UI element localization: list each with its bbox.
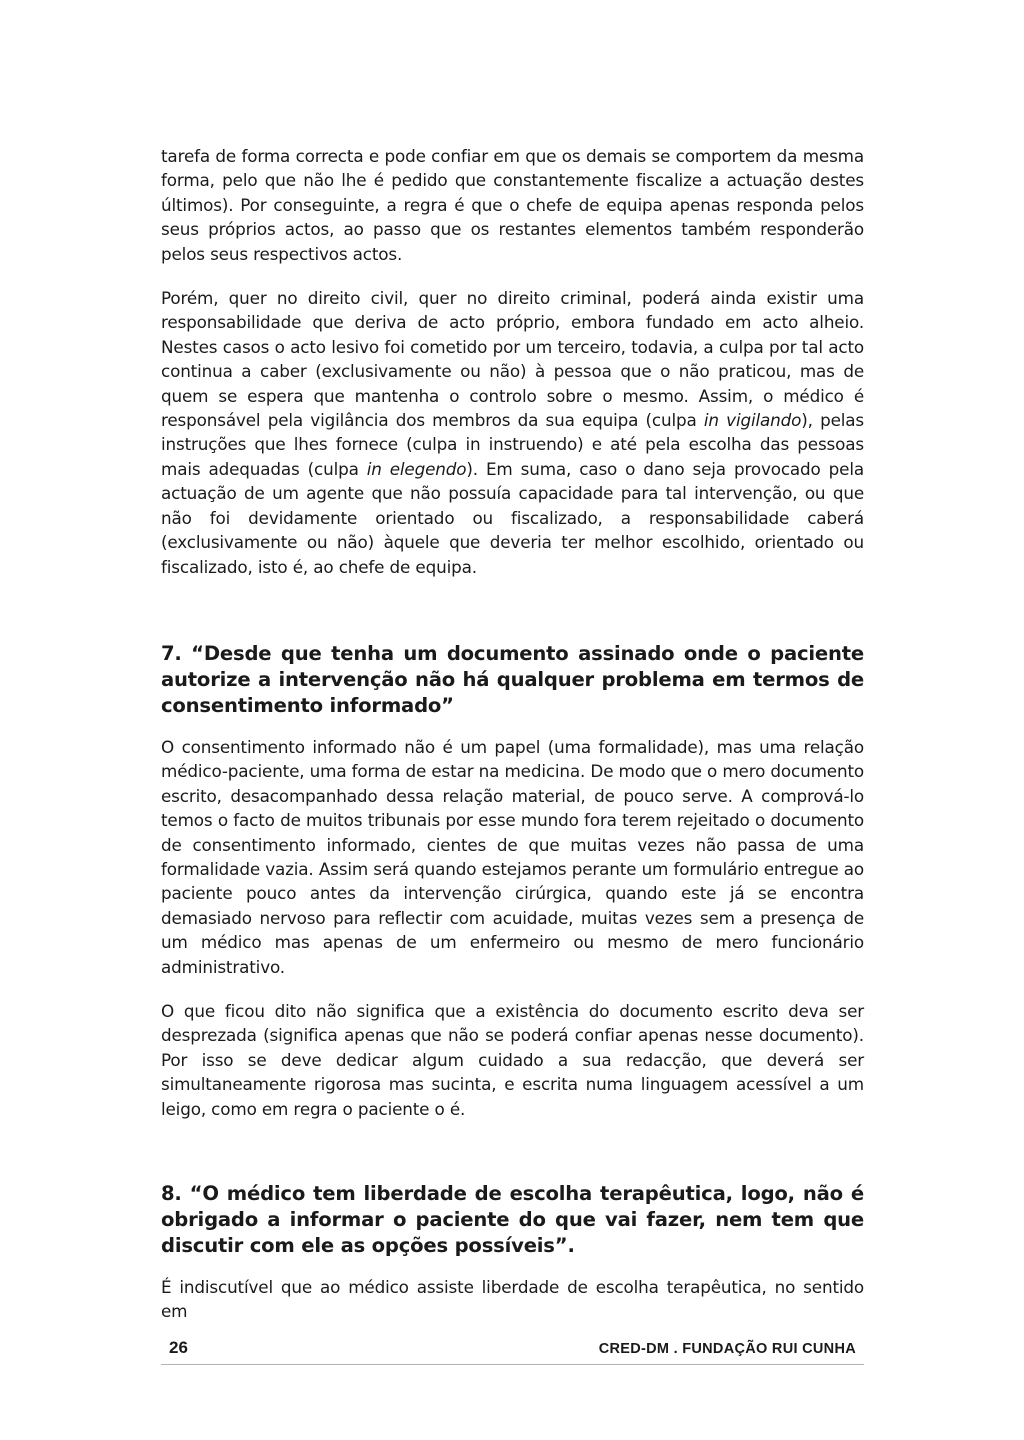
paragraph-team-responsibility: tarefa de forma correcta e pode confiar em que os demais se comportem da mesma forma, pelo que não lhe é pedido que constantemente fiscalize a actuação destes últimos). Por conseguinte, a regra é que o chefe de equipa apenas responda pelos seus próprios actos, ao passo que os restantes elementos também responderão pelos seus respectivos actos. — [161, 146, 864, 264]
page-number: 26 — [169, 1338, 188, 1357]
section-7-paragraph-2: O que ficou dito não significa que a existência do documento escrito deva ser desprezada (significa apenas que não se poderá confiar apenas nesse documento). Por isso se deve dedicar algum cuidado a sua redacção, que deverá ser simultaneamente rigorosa mas sucinta, e escrita numa linguagem acessível a um leigo, como em regra o paciente o é. — [161, 1000, 864, 1119]
paragraph-culpa — [161, 286, 864, 579]
term-in-vigilando: in vigilando — [703, 410, 802, 431]
page-footer — [161, 1338, 864, 1365]
section-8-paragraph-1: É indiscutível que ao médico assiste liberdade de escolha terapêutica, no sentido em — [161, 1277, 864, 1322]
paragraph-culpa-part-3: ). Em suma, caso o dano seja provocado pela actuação de um agente que não possuía capacidade para tal intervenção, ou que não foi devidamente orientado ou fiscalizado, a responsabilidade caberá (exclusivamente ou não) àquele que deveria ter melhor escolhido, orientado ou fiscalizado, isto é, ao chefe de equipa. — [161, 458, 865, 577]
section-7-heading: 7. “Desde que tenha um documento assinado onde o paciente autorize a intervenção não há qualquer problema em termos de consentimento informado” — [161, 641, 864, 717]
paragraph-culpa-part-2: ), pelas instruções que lhes fornece (culpa in instruendo) e até pela escolha das pessoas mais adequadas (culpa — [161, 410, 864, 479]
section-7-paragraph-1: O consentimento informado não é um papel (uma formalidade), mas uma relação médico-paciente, uma forma de estar na medicina. De modo que o mero documento escrito, desacompanhado dessa relação material, de pouco serve. A comprová-lo temos o facto de muitos tribunais por esse mundo fora terem rejeitado o documento de consentimento informado, cientes de que muitas vezes não passa de uma formalidade vazia. Assim será quando estejamos perante um formulário entregue ao paciente pouco antes da intervenção cirúrgica, quando este já se encontra demasiado nervoso para reflectir com acuidade, muitas vezes sem a presença de um médico mas apenas de um enfermeiro ou mesmo de mero funcionário administrativo. — [161, 736, 864, 977]
paragraph-culpa-part-1: Porém, quer no direito civil, quer no direito criminal, poderá ainda existir uma responsabilidade que deriva de acto próprio, embora fundado em acto alheio. Nestes casos o acto lesivo foi cometido por um terceiro, todavia, a culpa por tal acto continua a caber (exclusivamente ou não) à pessoa que o não praticou, mas de quem se espera que mantenha o controlo sobre o mesmo. Assim, o médico é responsável pela vigilância dos membros da sua equipa (culpa — [161, 288, 864, 431]
page-content — [161, 144, 864, 1324]
footer-publisher: CRED-DM . FUNDAÇÃO RUI CUNHA — [598, 1341, 856, 1357]
term-in-elegendo: in elegendo — [366, 458, 467, 479]
section-8-heading: 8. “O médico tem liberdade de escolha terapêutica, logo, não é obrigado a informar o paciente do que vai fazer, nem tem que discutir com ele as opções possíveis”. — [161, 1182, 864, 1257]
